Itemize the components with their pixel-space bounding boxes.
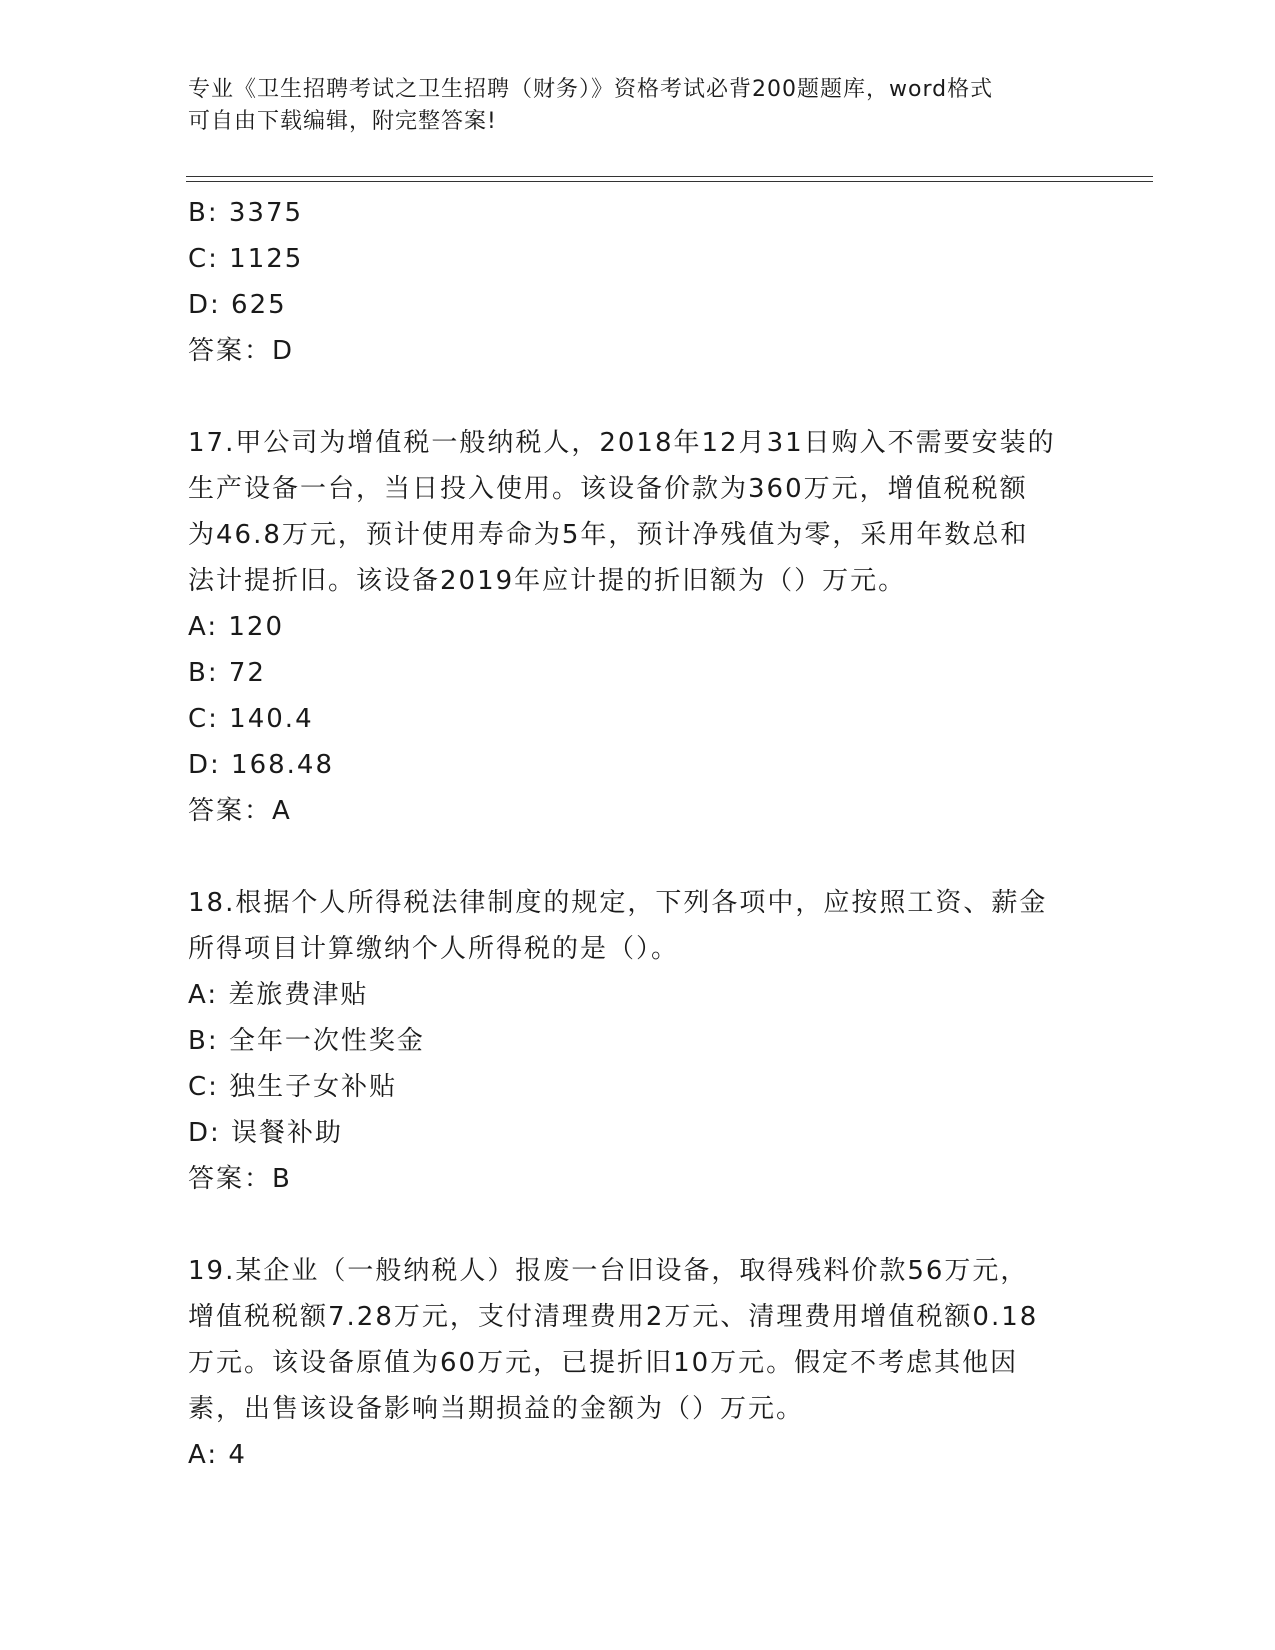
option-c: C: 独生子女补贴 <box>188 1072 398 1102</box>
question-16-tail <box>188 190 1088 374</box>
option-a: A: 120 <box>188 612 284 642</box>
question-text-line: 19.某企业（一般纳税人）报废一台旧设备，取得残料价款56万元， <box>188 1256 1029 1286</box>
answer: 答案：A <box>188 796 292 826</box>
option-c: C: 1125 <box>188 244 304 274</box>
option-d: D: 168.48 <box>188 750 335 780</box>
option-d: D: 误餐补助 <box>188 1118 344 1148</box>
answer: 答案：D <box>188 336 295 366</box>
spacer <box>188 1202 1088 1248</box>
question-18 <box>188 880 1088 1202</box>
question-19 <box>188 1248 1088 1478</box>
question-text-line: 生产设备一台，当日投入使用。该设备价款为360万元，增值税税额 <box>188 474 1028 504</box>
question-text-line: 增值税税额7.28万元，支付清理费用2万元、清理费用增值税额0.18 <box>188 1302 1039 1332</box>
option-b: B: 3375 <box>188 198 304 228</box>
question-17 <box>188 420 1088 834</box>
option-a: A: 差旅费津贴 <box>188 980 369 1010</box>
option-a: A: 4 <box>188 1440 247 1470</box>
question-text-line: 17.甲公司为增值税一般纳税人，2018年12月31日购入不需要安装的 <box>188 428 1056 458</box>
header-title-line-1: 专业《卫生招聘考试之卫生招聘（财务）》资格考试必背200题题库，word格式 <box>188 77 994 102</box>
header-divider <box>186 176 1153 182</box>
question-text-line: 所得项目计算缴纳个人所得税的是（）。 <box>188 934 680 964</box>
option-d: D: 625 <box>188 290 287 320</box>
option-b: B: 全年一次性奖金 <box>188 1026 425 1056</box>
question-text-line: 万元。该设备原值为60万元，已提折旧10万元。假定不考虑其他因 <box>188 1348 1019 1378</box>
document-body <box>188 190 1088 1478</box>
document-header <box>188 74 1088 138</box>
question-text-line: 法计提折旧。该设备2019年应计提的折旧额为（）万元。 <box>188 566 907 596</box>
spacer <box>188 374 1088 420</box>
option-c: C: 140.4 <box>188 704 314 734</box>
header-title-line-2: 可自由下载编辑，附完整答案! <box>188 109 497 134</box>
spacer <box>188 834 1088 880</box>
question-text-line: 为46.8万元，预计使用寿命为5年，预计净残值为零，采用年数总和 <box>188 520 1029 550</box>
option-b: B: 72 <box>188 658 266 688</box>
answer: 答案：B <box>188 1164 292 1194</box>
question-text-line: 18.根据个人所得税法律制度的规定，下列各项中，应按照工资、薪金 <box>188 888 1048 918</box>
question-text-line: 素，出售该设备影响当期损益的金额为（）万元。 <box>188 1394 805 1424</box>
